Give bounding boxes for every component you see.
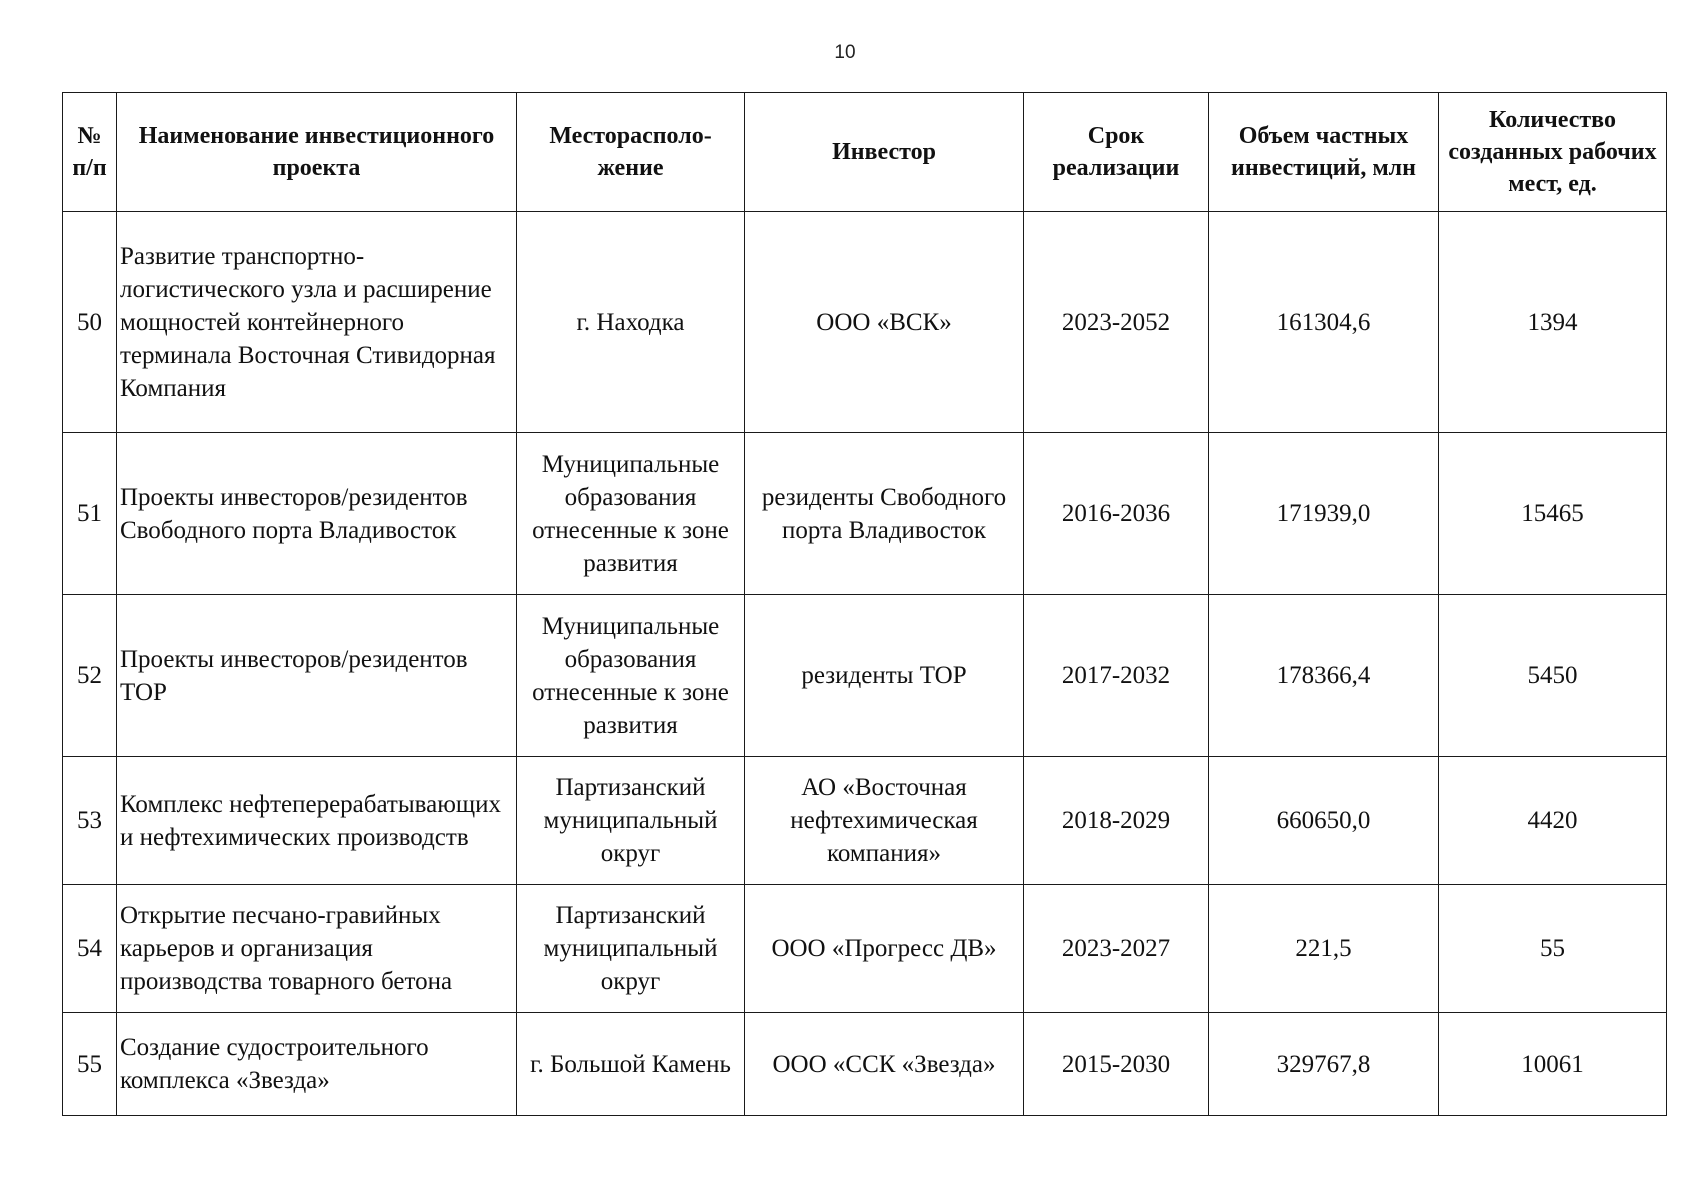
header-jobs: Количество созданных рабочих мест, ед. bbox=[1439, 93, 1667, 212]
project-jobs: 15465 bbox=[1439, 433, 1667, 595]
project-investor: ООО «ССК «Звезда» bbox=[745, 1013, 1024, 1116]
page-number: 10 bbox=[834, 42, 856, 63]
project-location: Муниципальные образования отнесенные к зоне развития bbox=[517, 433, 745, 595]
project-location: г. Большой Камень bbox=[517, 1013, 745, 1116]
row-num: 51 bbox=[63, 433, 117, 595]
project-term: 2023-2027 bbox=[1024, 885, 1209, 1013]
project-jobs: 10061 bbox=[1439, 1013, 1667, 1116]
project-investor: ООО «Прогресс ДВ» bbox=[745, 885, 1024, 1013]
project-location: г. Находка bbox=[517, 212, 745, 433]
project-volume: 171939,0 bbox=[1209, 433, 1439, 595]
project-jobs: 55 bbox=[1439, 885, 1667, 1013]
header-name: Наименование инвестиционного проекта bbox=[117, 93, 517, 212]
table-row bbox=[63, 757, 1667, 885]
table-row bbox=[63, 595, 1667, 757]
project-volume: 221,5 bbox=[1209, 885, 1439, 1013]
table-row bbox=[63, 885, 1667, 1013]
project-term: 2015-2030 bbox=[1024, 1013, 1209, 1116]
table-header-row bbox=[63, 93, 1667, 212]
project-term: 2016-2036 bbox=[1024, 433, 1209, 595]
project-term: 2017-2032 bbox=[1024, 595, 1209, 757]
project-location: Партизанский муниципальный округ bbox=[517, 757, 745, 885]
row-num: 52 bbox=[63, 595, 117, 757]
header-volume: Объем частных инвестиций, млн bbox=[1209, 93, 1439, 212]
project-name: Открытие песчано-гравийных карьеров и организация производства товарного бетона bbox=[117, 885, 517, 1013]
table-row bbox=[63, 212, 1667, 433]
row-num: 54 bbox=[63, 885, 117, 1013]
table-row bbox=[63, 433, 1667, 595]
header-investor: Инвестор bbox=[745, 93, 1024, 212]
project-investor: ООО «ВСК» bbox=[745, 212, 1024, 433]
project-volume: 660650,0 bbox=[1209, 757, 1439, 885]
project-location: Партизанский муниципальный округ bbox=[517, 885, 745, 1013]
project-name: Проекты инвесторов/резидентов Свободного порта Владивосток bbox=[117, 433, 517, 595]
project-term: 2023-2052 bbox=[1024, 212, 1209, 433]
project-investor: резиденты ТОР bbox=[745, 595, 1024, 757]
project-jobs: 4420 bbox=[1439, 757, 1667, 885]
row-num: 53 bbox=[63, 757, 117, 885]
project-volume: 161304,6 bbox=[1209, 212, 1439, 433]
project-name: Проекты инвесторов/резидентов ТОР bbox=[117, 595, 517, 757]
project-volume: 178366,4 bbox=[1209, 595, 1439, 757]
project-jobs: 1394 bbox=[1439, 212, 1667, 433]
project-name: Создание судостроительного комплекса «Звезда» bbox=[117, 1013, 517, 1116]
project-jobs: 5450 bbox=[1439, 595, 1667, 757]
header-location: Месторасполо-жение bbox=[517, 93, 745, 212]
project-investor: АО «Восточная нефтехимическая компания» bbox=[745, 757, 1024, 885]
project-investor: резиденты Свободного порта Владивосток bbox=[745, 433, 1024, 595]
row-num: 50 bbox=[63, 212, 117, 433]
project-name: Развитие транспортно-логистического узла и расширение мощностей контейнерного терминала Восточная Стивидорная Компания bbox=[117, 212, 517, 433]
row-num: 55 bbox=[63, 1013, 117, 1116]
header-num: № п/п bbox=[63, 93, 117, 212]
project-term: 2018-2029 bbox=[1024, 757, 1209, 885]
project-location: Муниципальные образования отнесенные к зоне развития bbox=[517, 595, 745, 757]
project-volume: 329767,8 bbox=[1209, 1013, 1439, 1116]
header-term: Срок реализации bbox=[1024, 93, 1209, 212]
project-name: Комплекс нефтеперерабатывающих и нефтехимических производств bbox=[117, 757, 517, 885]
investment-projects-table bbox=[62, 92, 1667, 1116]
table-row bbox=[63, 1013, 1667, 1116]
